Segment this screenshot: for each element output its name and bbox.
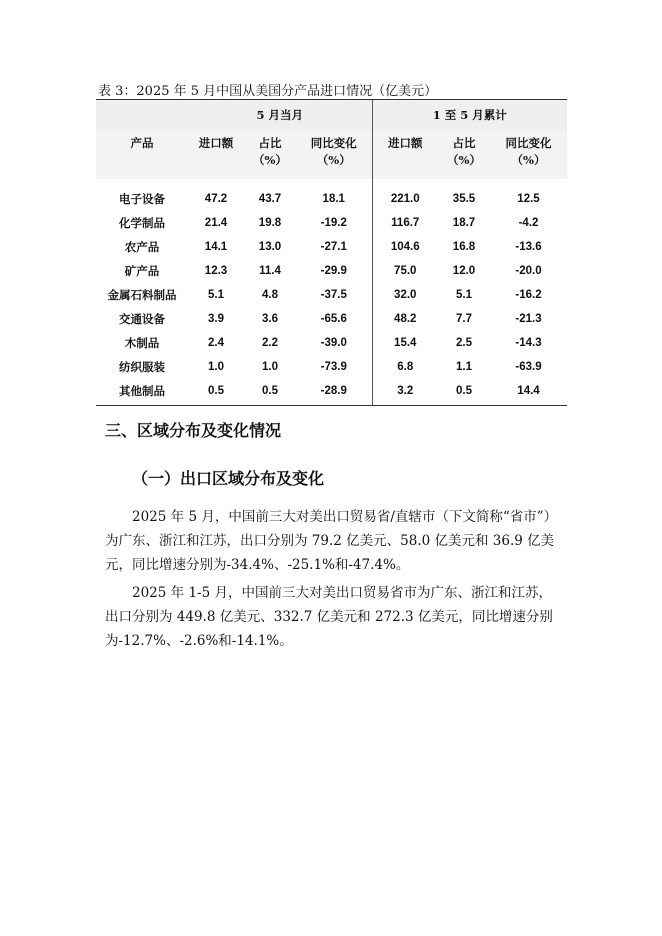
month-change-cell: -65.6 bbox=[320, 313, 347, 325]
month-share-cell: 3.6 bbox=[262, 313, 278, 325]
cumulative-change-cell: -4.2 bbox=[518, 217, 539, 229]
month-change-cell: -29.9 bbox=[320, 265, 347, 277]
month-share-cell: 13.0 bbox=[258, 241, 282, 253]
col-header-share: 占比 （%） bbox=[438, 130, 490, 179]
month-share-cell: 19.8 bbox=[258, 217, 282, 229]
table-row bbox=[96, 179, 567, 211]
month-import-cell: 1.0 bbox=[208, 361, 224, 373]
table-group-header-row bbox=[96, 100, 567, 131]
group-header-month: 5 月当月 bbox=[188, 100, 372, 131]
import-table bbox=[96, 99, 567, 406]
month-share-cell: 2.2 bbox=[262, 337, 278, 349]
product-cell: 电子设备 bbox=[119, 192, 165, 206]
month-change-cell: -19.2 bbox=[320, 217, 347, 229]
paragraph: 2025 年 1-5 月，中国前三大对美出口贸易省市为广东、浙江和江苏，出口分别为 449.8 亿美元、332.7 亿美元和 272.3 亿美元，同比增速分别为-12.7%、-2.6%和-14.1%。 bbox=[105, 585, 553, 649]
cumulative-change-cell: -21.3 bbox=[515, 313, 542, 325]
cumulative-change-cell: -63.9 bbox=[515, 361, 542, 373]
cumulative-import-cell: 75.0 bbox=[372, 259, 438, 283]
month-share-cell: 11.4 bbox=[259, 265, 281, 277]
month-import-cell: 12.3 bbox=[204, 265, 228, 277]
month-share-cell: 0.5 bbox=[244, 379, 296, 406]
month-import-cell: 5.1 bbox=[208, 289, 224, 301]
table-column-header-row bbox=[96, 130, 567, 179]
cumulative-share-cell: 0.5 bbox=[438, 379, 490, 406]
cumulative-change-cell: 12.5 bbox=[517, 193, 540, 205]
col-header-import: 进口额 bbox=[372, 130, 438, 179]
cumulative-import-cell: 6.8 bbox=[372, 355, 438, 379]
cumulative-share-cell: 18.7 bbox=[452, 217, 476, 229]
month-import-cell: 21.4 bbox=[204, 217, 228, 229]
cumulative-share-cell: 5.1 bbox=[456, 289, 472, 301]
product-cell: 化学制品 bbox=[119, 216, 165, 230]
cumulative-share-cell: 35.5 bbox=[452, 193, 476, 205]
month-import-cell: 47.2 bbox=[204, 193, 228, 205]
cumulative-import-cell: 3.2 bbox=[372, 379, 438, 406]
month-change-cell: -39.0 bbox=[320, 337, 347, 349]
table-caption: 表 3：2025 年 5 月中国从美国分产品进口情况（亿美元） bbox=[98, 84, 438, 99]
table-row bbox=[96, 379, 567, 406]
table-row bbox=[96, 259, 567, 283]
col-header-share: 占比 （%） bbox=[244, 130, 296, 179]
product-cell: 纺织服装 bbox=[119, 360, 165, 374]
month-import-cell: 0.5 bbox=[188, 379, 244, 406]
month-change-cell: -28.9 bbox=[296, 379, 372, 406]
group-header-cumulative: 1 至 5 月累计 bbox=[372, 100, 567, 131]
cumulative-import-cell: 104.6 bbox=[372, 235, 438, 259]
cumulative-import-cell: 48.2 bbox=[372, 307, 438, 331]
month-change-cell: -37.5 bbox=[320, 289, 347, 301]
product-cell: 金属石料制品 bbox=[107, 288, 177, 302]
cumulative-share-cell: 7.7 bbox=[456, 313, 472, 325]
col-header-change: 同比变化 （%） bbox=[490, 130, 567, 179]
table-row bbox=[96, 307, 567, 331]
cumulative-share-cell: 16.8 bbox=[452, 241, 476, 253]
col-header-change: 同比变化 （%） bbox=[296, 130, 372, 179]
cumulative-import-cell: 15.4 bbox=[372, 331, 438, 355]
empty-header-cell bbox=[96, 100, 188, 131]
cumulative-share-cell: 1.1 bbox=[456, 361, 472, 373]
cumulative-change-cell: -20.0 bbox=[515, 265, 542, 277]
table-body bbox=[96, 179, 567, 406]
cumulative-share-cell: 2.5 bbox=[456, 337, 472, 349]
cumulative-import-cell: 221.0 bbox=[372, 179, 438, 211]
month-share-cell: 1.0 bbox=[262, 361, 278, 373]
cumulative-import-cell: 32.0 bbox=[372, 283, 438, 307]
month-import-cell: 2.4 bbox=[208, 337, 224, 349]
month-import-cell: 3.9 bbox=[208, 313, 224, 325]
table-row bbox=[96, 235, 567, 259]
product-cell: 交通设备 bbox=[119, 312, 165, 326]
month-share-cell: 43.7 bbox=[258, 193, 282, 205]
month-change-cell: -73.9 bbox=[320, 361, 347, 373]
subsection-heading: （一）出口区域分布及变化 bbox=[132, 469, 325, 488]
table-row bbox=[96, 355, 567, 379]
cumulative-change-cell: -14.3 bbox=[515, 337, 542, 349]
cumulative-share-cell: 12.0 bbox=[452, 265, 476, 277]
product-cell: 其他制品 bbox=[96, 379, 188, 406]
cumulative-change-cell: 14.4 bbox=[490, 379, 567, 406]
section-heading: 三、区域分布及变化情况 bbox=[105, 421, 282, 440]
table-row bbox=[96, 331, 567, 355]
product-cell: 农产品 bbox=[124, 240, 160, 254]
cumulative-change-cell: -13.6 bbox=[515, 241, 542, 253]
cumulative-import-cell: 116.7 bbox=[372, 211, 438, 235]
month-change-cell: -27.1 bbox=[320, 241, 347, 253]
col-header-product: 产品 bbox=[96, 130, 188, 179]
table-row bbox=[96, 283, 567, 307]
month-share-cell: 4.8 bbox=[262, 289, 278, 301]
month-change-cell: 18.1 bbox=[322, 193, 345, 205]
cumulative-change-cell: -16.2 bbox=[515, 289, 542, 301]
product-cell: 矿产品 bbox=[124, 264, 160, 278]
col-header-import: 进口额 bbox=[188, 130, 244, 179]
month-import-cell: 14.1 bbox=[204, 241, 228, 253]
table-row bbox=[96, 211, 567, 235]
product-cell: 木制品 bbox=[124, 336, 160, 350]
paragraph: 2025 年 5 月，中国前三大对美出口贸易省/直辖市（下文简称“省市”）为广东、浙江和江苏，出口分别为 79.2 亿美元、58.0 亿美元和 36.9 亿美元，同比增速分别为-34.4%、-25.1%和-47.4%。 bbox=[105, 509, 558, 573]
